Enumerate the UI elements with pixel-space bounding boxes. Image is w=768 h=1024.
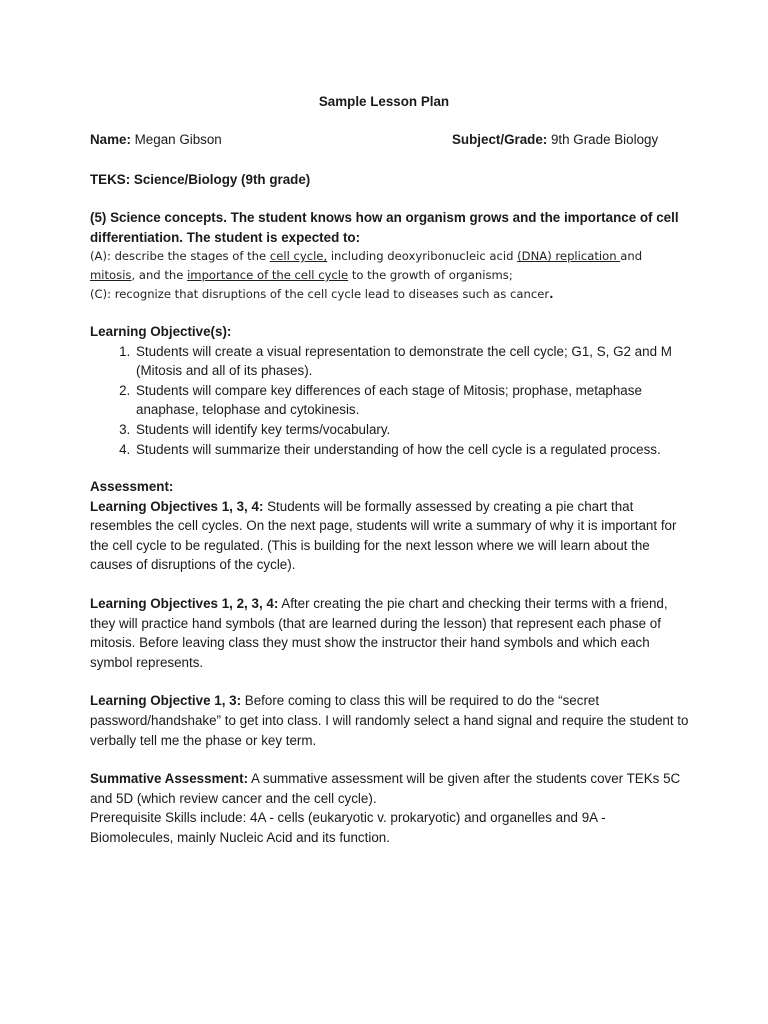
learning-objectives-heading: Learning Objective(s): xyxy=(90,324,232,339)
standard-a-text: and xyxy=(620,249,643,264)
assessment-paragraph xyxy=(90,691,690,750)
importance-cell-cycle-link[interactable]: importance of the cell cycle xyxy=(187,268,349,283)
cell-cycle-link[interactable]: cell cycle, xyxy=(269,249,328,264)
standard-a xyxy=(90,247,690,285)
name-value: Megan Gibson xyxy=(130,132,222,147)
standard-c-period: . xyxy=(549,287,554,302)
summative-assessment-label: Summative Assessment: xyxy=(90,771,249,787)
list-item: 2. Students will compare key differences of each stage of Mitosis; prophase, metaphase anaphase, telophase and cytokinesis. xyxy=(134,381,690,420)
subject-field xyxy=(452,130,658,150)
dna-replication-link[interactable]: (DNA) replication xyxy=(517,249,621,264)
standard-c-text: (C): recognize that disruptions of the cell cycle lead to diseases such as cancer xyxy=(90,287,550,302)
summative-assessment-paragraph xyxy=(90,769,690,808)
mitosis-link[interactable]: mitosis xyxy=(90,268,132,283)
assessment-paragraph xyxy=(90,497,690,575)
page-title: Sample Lesson Plan xyxy=(318,94,450,109)
prerequisite-skills: Prerequisite Skills include: 4A - cells (eukaryotic v. prokaryotic) and organelles and 9A - Biomolecules, mainly Nucleic Acid and its function. xyxy=(90,810,606,845)
standard-a-text: (A): describe the stages of the xyxy=(90,249,270,264)
teks-heading: TEKS: Science/Biology (9th grade) xyxy=(90,172,311,187)
summative-assessment-text: A summative assessment will be given after the students cover TEKs 5C and 5D (which review cancer and the cell cycle). xyxy=(90,771,681,806)
name-field xyxy=(90,130,222,150)
assessment-section xyxy=(90,477,690,848)
assessment-paragraph-text: Before coming to class this will be required to do the “secret password/handshake” to get into class. I will randomly select a hand signal and require the student to verbally tell me the phase or key term. xyxy=(90,693,689,748)
assessment-heading: Assessment: xyxy=(90,479,174,494)
assessment-paragraph-label: Learning Objectives 1, 2, 3, 4: xyxy=(90,595,279,611)
subject-label: Subject/Grade: xyxy=(452,132,548,147)
list-item: 3. Students will identify key terms/vocabulary. xyxy=(134,420,690,440)
standard-c xyxy=(90,285,690,304)
learning-objectives-section xyxy=(90,322,690,459)
name-label: Name: xyxy=(90,132,131,147)
assessment-paragraph-label: Learning Objectives 1, 3, 4: xyxy=(90,498,264,514)
assessment-paragraph-label: Learning Objective 1, 3: xyxy=(90,693,242,709)
standard-a-text: including deoxyribonucleic acid xyxy=(327,249,518,264)
list-item: 4. Students will summarize their understanding of how the cell cycle is a regulated process. xyxy=(134,440,690,460)
assessment-paragraph-text: After creating the pie chart and checking their terms with a friend, they will practice hand symbols (that are learned during the lesson) that represent each phase of mitosis. Before leaving class they must show the instructor their hand symbols and which each symbol represents. xyxy=(90,595,668,670)
list-item: 1. Students will create a visual representation to demonstrate the cell cycle; G1, S, G2 and M (Mitosis and all of its phases). xyxy=(134,342,690,381)
science-concepts-heading: (5) Science concepts. The student knows how an organism grows and the importance of cell differentiation. The student is expected to: xyxy=(90,210,679,245)
assessment-paragraph xyxy=(90,594,690,672)
assessment-paragraph-text: Students will be formally assessed by creating a pie chart that resembles the cell cycles. On the next page, students will write a summary of why it is important for the cell cycle to be regulated. (This is building for the next lesson where we will learn about the causes of disruptions of the cycle). xyxy=(90,498,677,573)
standard-a-text: to the growth of organisms; xyxy=(348,268,513,283)
subject-value: 9th Grade Biology xyxy=(547,132,659,147)
learning-objectives-list xyxy=(90,342,690,460)
standard-a-text: , and the xyxy=(131,268,188,283)
science-concepts-section xyxy=(90,208,690,304)
